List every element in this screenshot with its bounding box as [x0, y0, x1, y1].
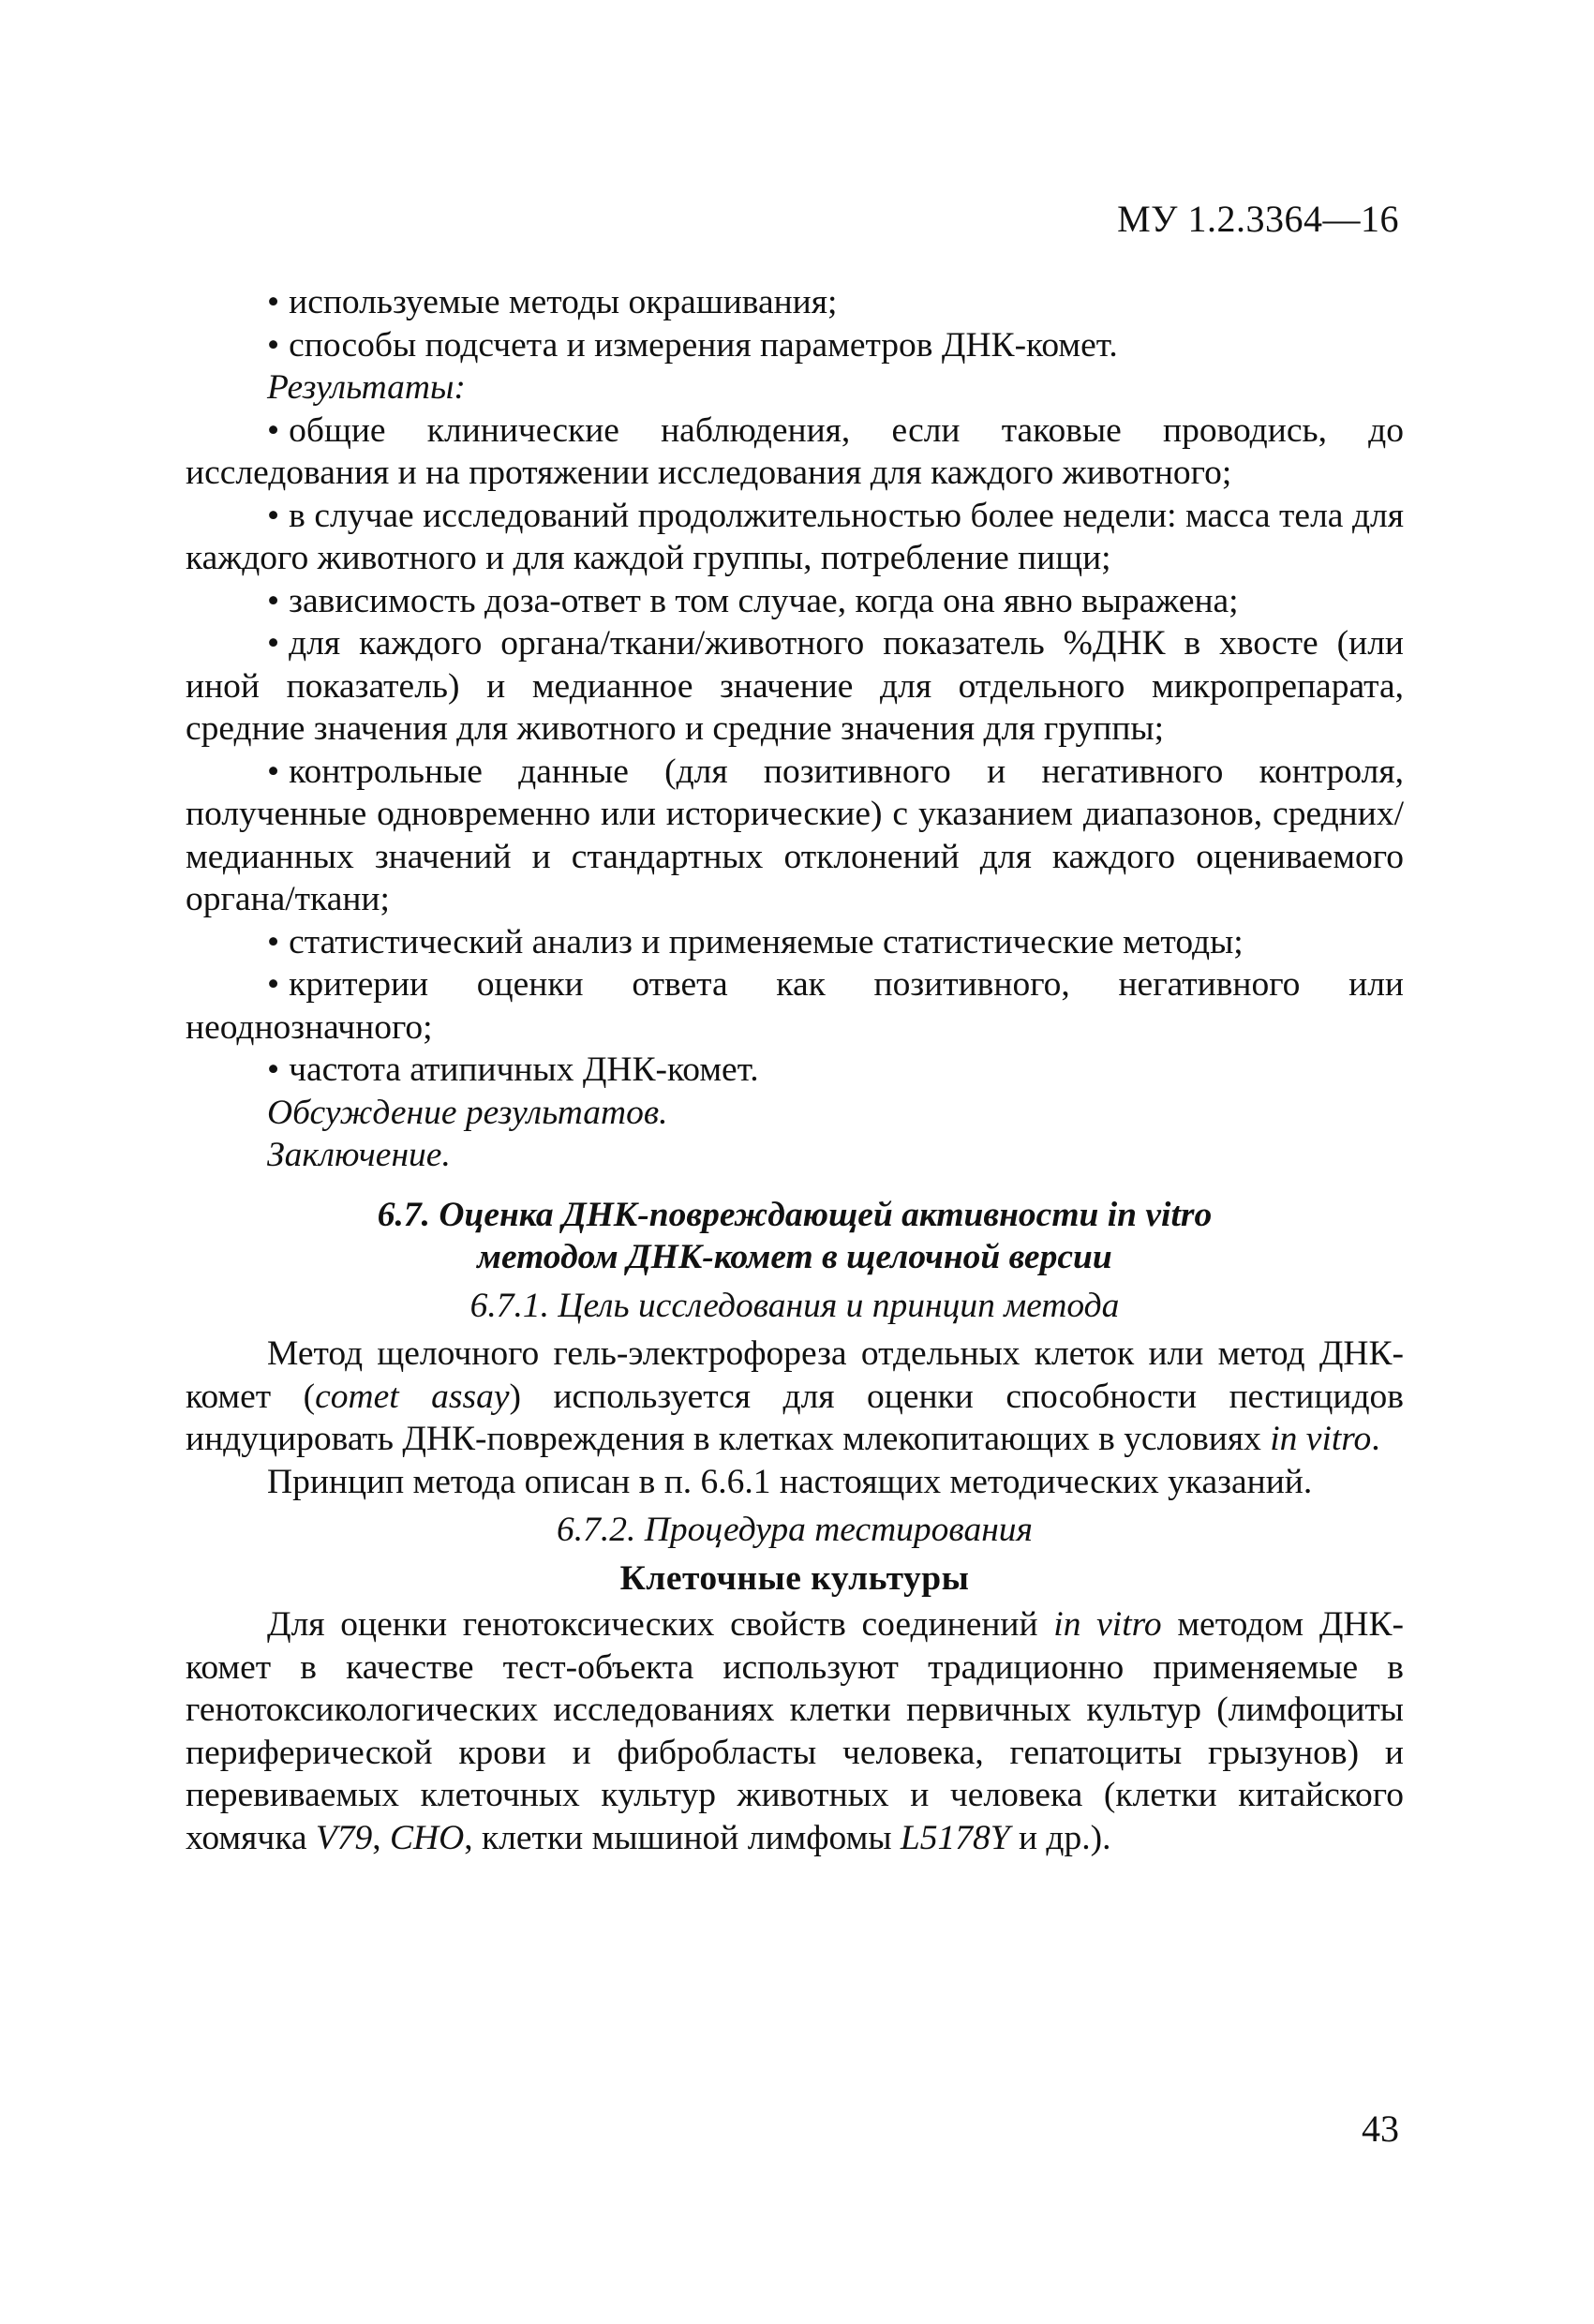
page-number: 43	[1362, 2108, 1399, 2150]
bullet-icon: •	[267, 496, 280, 535]
bullet-icon: •	[267, 922, 280, 961]
cells-paragraph: Для оценки генотоксических свойств соединений in vitro методом ДНК-комет в качестве тест-объекта используют традиционно применяемые в генотоксикологических исследованиях клетки первичных культур (лимфоциты периферической крови и фибробласты человека, гепатоциты грызунов) и перевиваемых клеточных культур животных и человека (клетки китайского хомячка V79, CHO, клетки мышиной лимфомы L5178Y и др.).	[186, 1605, 1404, 1857]
bullet-item: • используемые методы окрашивания;	[186, 281, 1404, 324]
page-body	[186, 281, 1404, 1859]
bullet-icon: •	[267, 752, 280, 791]
bullet-item: • статистический анализ и применяемые статистические методы;	[186, 921, 1404, 964]
bullet-icon: •	[267, 410, 280, 450]
subsection-heading: 6.7.1. Цель исследования и принцип метода	[469, 1286, 1120, 1325]
method-paragraph: Метод щелочного гель-электрофореза отдельных клеток или метод ДНК-комет (comet assay) используется для оценки способности пестицидов индуцировать ДНК-повреждения в клетках млекопитающих в условиях in vitro.	[186, 1334, 1404, 1458]
bullet-item: • частота атипичных ДНК-комет.	[186, 1049, 1404, 1092]
bullet-item: • для каждого органа/ткани/животного показатель %ДНК в хвосте (или иной показатель) и медианное значение для отдельного микропрепарата, средние значения для животного и средние значения для группы;	[186, 624, 1404, 748]
section-heading: 6.7. Оценка ДНК-повреждающей активности in vitro методом ДНК-комет в щелочной версии	[377, 1195, 1213, 1276]
bullet-icon: •	[267, 965, 280, 1004]
results-label: Результаты:	[267, 368, 466, 407]
cell-cultures-heading: Клеточные культуры	[619, 1558, 970, 1598]
bullet-icon: •	[267, 325, 280, 365]
bullet-item: • общие клинические наблюдения, если таковые проводись, до исследования и на протяжении исследования для каждого животного;	[186, 410, 1404, 492]
document-code-header: МУ 1.2.3364—16	[1117, 198, 1399, 240]
bullet-icon: •	[267, 1050, 280, 1089]
bullet-item: • зависимость доза-ответ в том случае, когда она явно выражена;	[186, 580, 1404, 623]
bullet-item: • критерии оценки ответа как позитивного, негативного или неоднозначного;	[186, 965, 1404, 1047]
principle-paragraph: Принцип метода описан в п. 6.6.1 настоящих методических указаний.	[267, 1462, 1313, 1501]
bullet-icon: •	[267, 283, 280, 321]
conclusion-label: Заключение.	[267, 1136, 451, 1174]
bullet-item: • способы подсчета и измерения параметров ДНК-комет.	[186, 324, 1404, 367]
discussion-label: Обсуждение результатов.	[267, 1093, 668, 1132]
bullet-item: • в случае исследований продолжительностью более недели: масса тела для каждого животного и для каждой группы, потребление пищи;	[186, 496, 1404, 577]
subsection-heading: 6.7.2. Процедура тестирования	[557, 1511, 1033, 1549]
bullet-icon: •	[267, 624, 280, 663]
bullet-icon: •	[267, 581, 280, 620]
bullet-item: • контрольные данные (для позитивного и негативного контроля, полученные одновременно или исторические) с указанием диапазонов, средних/медианных значений и стандартных отклонений для каждого оцениваемого органа/ткани;	[186, 752, 1404, 918]
